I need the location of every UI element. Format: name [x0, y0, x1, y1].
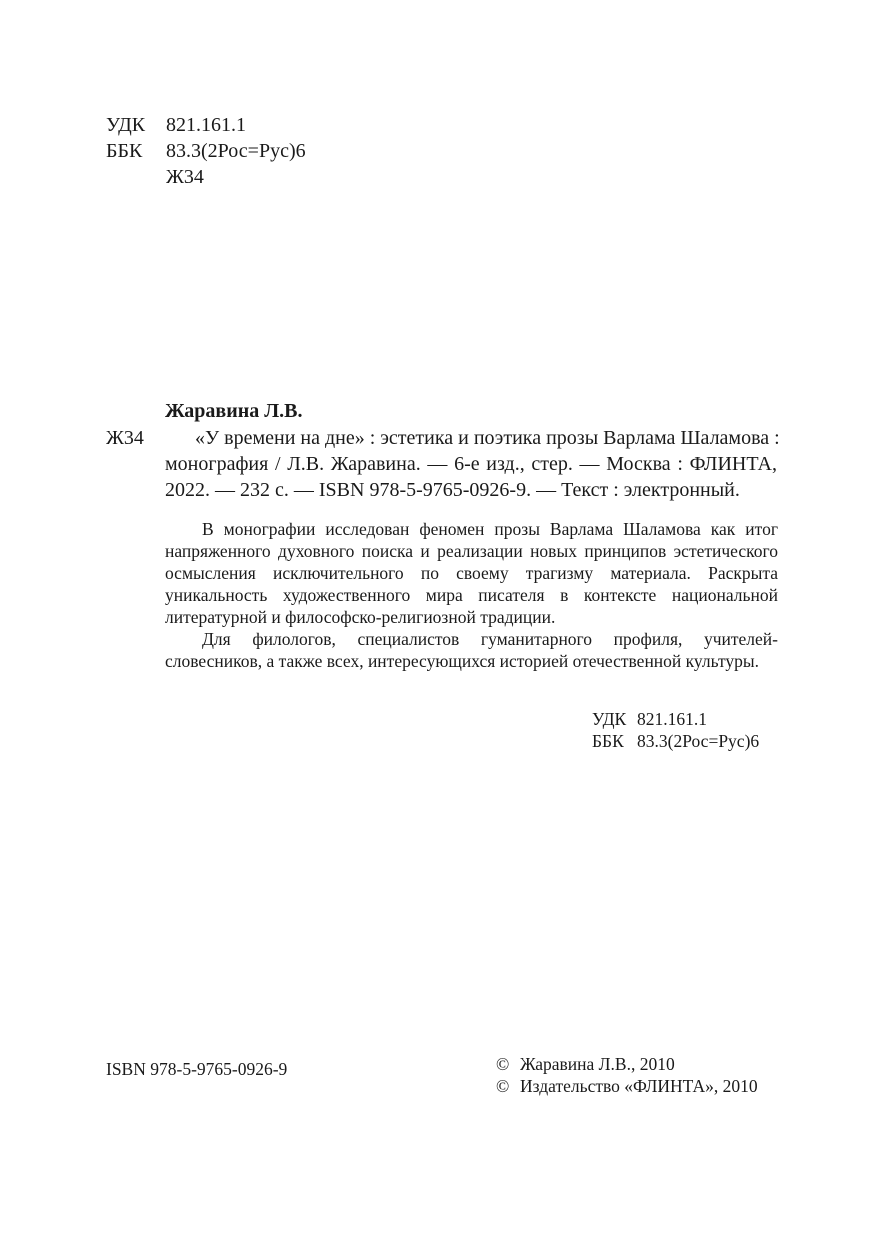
udk-row [592, 708, 759, 730]
copyright-block [496, 1053, 758, 1097]
udk-value: 821.161.1 [166, 114, 246, 136]
bbk-label: ББК [106, 140, 143, 162]
biblio-line: 2022. — 232 с. — ISBN 978-5-9765-0926-9. — Текст : электронный. [165, 479, 740, 501]
udk-label: УДК [106, 114, 146, 136]
udk-value: 821.161.1 [637, 709, 707, 729]
record-author: Жаравина Л.В. [165, 400, 303, 422]
copyright-text: Издательство «ФЛИНТА», 2010 [520, 1076, 758, 1096]
classification-block [106, 112, 306, 190]
annotation-line: осмысления исключительного по своему трагизму материала. Раскрыта [165, 563, 778, 583]
annotation [165, 518, 778, 672]
udk-label: УДК [592, 709, 627, 729]
author-mark: Ж34 [166, 166, 204, 188]
copyright-line [496, 1075, 758, 1097]
annotation-line: словесников, а также всех, интересующихся историей отечественной культуры. [165, 651, 760, 671]
classification-footer [592, 708, 759, 752]
copyright-icon: © [496, 1076, 510, 1096]
record-mark: Ж34 [106, 427, 144, 449]
copyright-line [496, 1053, 758, 1075]
bbk-row [106, 138, 306, 164]
annotation-line: напряженного духовного поиска и реализации новых принципов эстетического [165, 541, 778, 561]
biblio-line: «У времени на дне» : эстетика и поэтика прозы Варлама Шаламова : [195, 427, 780, 449]
copyright-text: Жаравина Л.В., 2010 [520, 1054, 675, 1074]
bbk-label: ББК [592, 731, 624, 751]
annotation-line: Для филологов, специалистов гуманитарного профиля, учителей- [202, 629, 778, 649]
bbk-value: 83.3(2Рос=Рус)6 [637, 731, 760, 751]
author-mark-row [106, 164, 306, 190]
bbk-row [592, 730, 759, 752]
isbn: ISBN 978-5-9765-0926-9 [106, 1059, 288, 1079]
udk-row [106, 112, 306, 138]
bbk-value: 83.3(2Рос=Рус)6 [166, 140, 306, 162]
annotation-line: В монографии исследован феномен прозы Варлама Шаламова как итог [202, 519, 778, 539]
annotation-line: литературной и философско-религиозной традиции. [165, 607, 556, 627]
annotation-line: уникальность художественного мира писателя в контексте национальной [165, 585, 778, 605]
biblio-line: монография / Л.В. Жаравина. — 6-е изд., стер. — Москва : ФЛИНТА, [165, 453, 777, 475]
copyright-icon: © [496, 1054, 510, 1074]
bibliographic-record [165, 425, 780, 503]
